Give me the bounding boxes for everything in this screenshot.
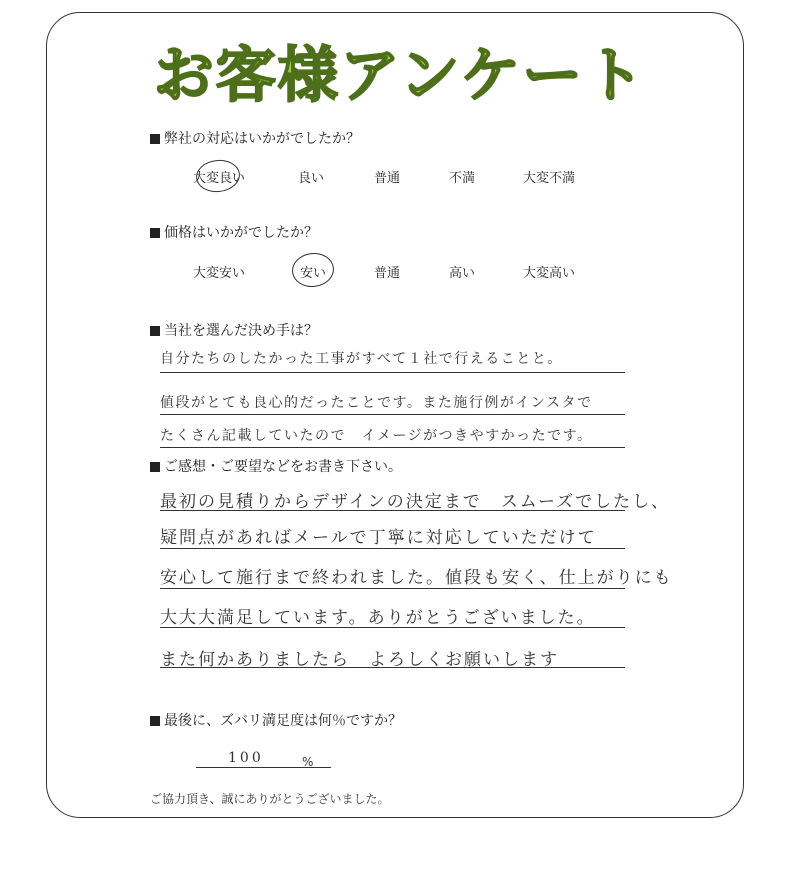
answer-reason-line: 値段がとても良心的だったことです。また施行例がインスタで (160, 395, 593, 411)
square-bullet-icon (150, 134, 160, 144)
answer-rule (160, 627, 625, 628)
option-good[interactable]: 良い (298, 171, 325, 186)
answer-rule (160, 447, 625, 448)
answer-rule (160, 667, 625, 668)
answer-rule (160, 414, 625, 415)
option-cheap[interactable]: 安い (300, 266, 327, 281)
question-price: 価格はいかがでしたか？ (150, 222, 318, 242)
answer-reason-line: 自分たちのしたかった工事がすべて１社で行えることと。 (160, 351, 563, 367)
answer-rule (160, 588, 625, 589)
option-normal-price[interactable]: 普通 (374, 266, 401, 281)
question-reason: 当社を選んだ決め手は？ (150, 320, 318, 340)
question-comments: ご感想・ご要望などをお書き下さい。 (150, 456, 402, 476)
percent-sign: % (302, 755, 314, 769)
option-very-expensive[interactable]: 大変高い (523, 266, 576, 281)
option-very-cheap[interactable]: 大変安い (193, 266, 246, 281)
square-bullet-icon (150, 462, 160, 472)
thanks-text: ご協力頂き、誠にありがとうございました。 (150, 792, 390, 806)
answer-comment-line: 最初の見積りからデザインの決定まで スムーズでしたし、 (160, 492, 671, 512)
square-bullet-icon (150, 326, 160, 336)
square-bullet-icon (150, 228, 160, 238)
question-satisfaction: 最後に、ズバリ満足度は何％ですか？ (150, 710, 402, 730)
survey-title: お客様アンケート (153, 41, 647, 111)
answer-comment-line: 安心して施行まで終われました。値段も安く、仕上がりにも (160, 568, 673, 588)
answer-comment-line: 疑問点があればメールで丁寧に対応していただけて (160, 528, 597, 548)
satisfaction-rule (196, 767, 331, 768)
option-dissatisfied[interactable]: 不満 (449, 171, 476, 186)
answer-rule (160, 548, 625, 549)
answer-comment-line: 大大大満足しています。ありがとうございました。 (160, 608, 596, 628)
option-very-dissatisfied[interactable]: 大変不満 (523, 171, 576, 186)
question-service: 弊社の対応はいかがでしたか？ (150, 128, 360, 148)
option-normal[interactable]: 普通 (374, 171, 401, 186)
option-expensive[interactable]: 高い (449, 266, 476, 281)
answer-reason-line: たくさん記載していたので イメージがつきやすかったです。 (160, 428, 593, 444)
answer-rule (160, 510, 625, 511)
option-very-good[interactable]: 大変良い (193, 171, 246, 186)
answer-comment-line: また何かありましたら よろしくお願いします (160, 650, 559, 670)
square-bullet-icon (150, 716, 160, 726)
satisfaction-value: 100 (228, 750, 264, 766)
answer-rule (160, 372, 625, 373)
